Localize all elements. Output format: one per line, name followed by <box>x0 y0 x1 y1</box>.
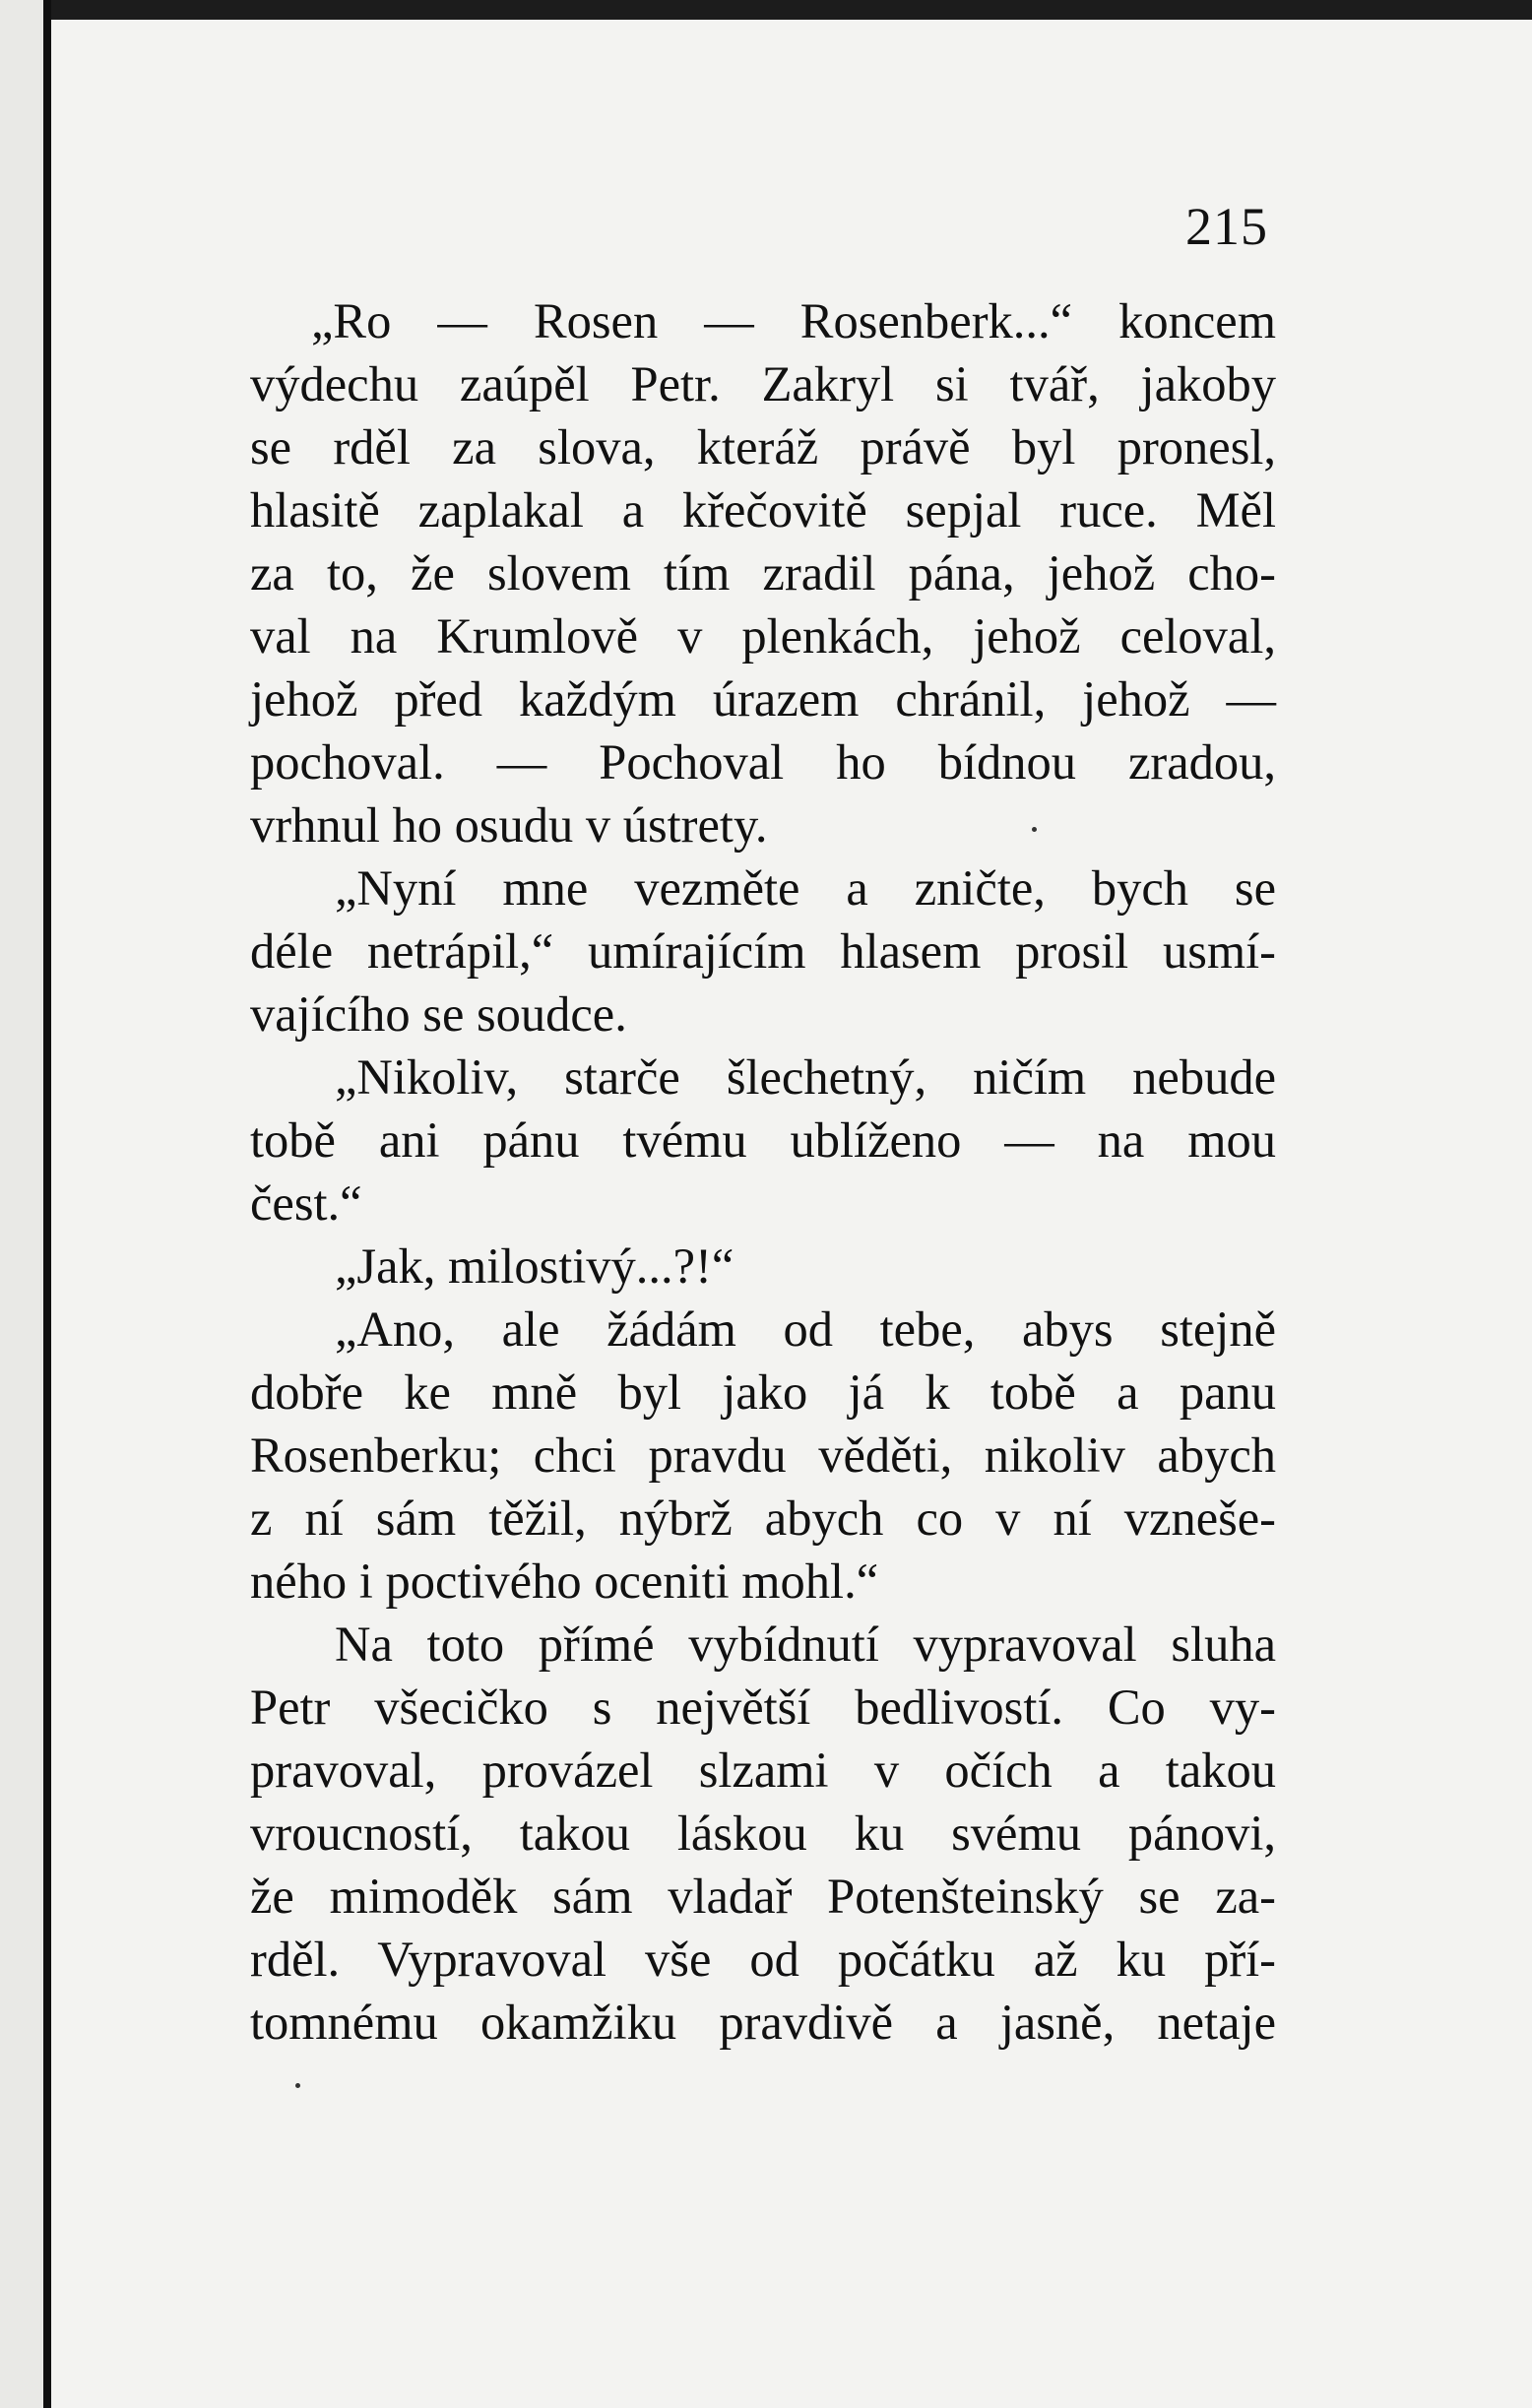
page-number: 215 <box>1185 197 1268 256</box>
text-line: se rděl za slova, kteráž právě byl pronesl, <box>250 419 1276 475</box>
text-line: rděl. Vypravoval vše od počátku až ku pří- <box>250 1932 1276 1987</box>
text-line: pochoval. — Pochoval ho bídnou zradou, <box>250 734 1276 790</box>
text-line: čest.“ <box>250 1175 362 1231</box>
text-line: dobře ke mně byl jako já k tobě a panu <box>250 1364 1276 1420</box>
text-line: že mimoděk sám vladař Potenšteinský se za- <box>250 1869 1276 1924</box>
text-line: „Nikoliv, starče šlechetný, ničím nebude <box>335 1049 1276 1105</box>
text-line: vrhnul ho osudu v ústrety. <box>250 797 768 853</box>
text-line: tobě ani pánu tvému ublíženo — na mou <box>250 1112 1276 1168</box>
text-line: „Ro — Rosen — Rosenberk...“ koncem <box>311 293 1276 349</box>
text-line: vajícího se soudce. <box>250 986 627 1042</box>
text-line: déle netrápil,“ umírajícím hlasem prosil usmí- <box>250 923 1276 979</box>
text-line: „Ano, ale žádám od tebe, abys stejně <box>335 1301 1276 1357</box>
text-line: val na Krumlově v plenkách, jehož celoval, <box>250 608 1276 664</box>
ink-speck <box>295 2083 300 2088</box>
ink-speck <box>1032 827 1037 832</box>
text-line: „Nyní mne vezměte a zničte, bych se <box>335 860 1276 916</box>
text-line: výdechu zaúpěl Petr. Zakryl si tvář, jakoby <box>250 356 1276 412</box>
text-line: vroucností, takou láskou ku svému pánovi, <box>250 1806 1276 1861</box>
text-line: z ní sám těžil, nýbrž abych co v ní vzneše- <box>250 1490 1276 1546</box>
text-line: Rosenberku; chci pravdu věděti, nikoliv abych <box>250 1427 1276 1483</box>
text-line: hlasitě zaplakal a křečovitě sepjal ruce. Měl <box>250 482 1276 538</box>
text-line: za to, že slovem tím zradil pána, jehož cho- <box>250 545 1276 601</box>
text-line: Petr všecičko s největší bedlivostí. Co vy- <box>250 1679 1276 1735</box>
adjacent-page-edge <box>0 0 51 2408</box>
text-line: tomnému okamžiku pravdivě a jasně, netaje <box>250 1995 1276 2050</box>
text-line: pravoval, provázel slzami v očích a takou <box>250 1743 1276 1798</box>
text-line: „Jak, milostivý...?!“ <box>335 1238 734 1294</box>
text-line: Na toto přímé vybídnutí vypravoval sluha <box>335 1616 1276 1672</box>
text-line: jehož před každým úrazem chránil, jehož — <box>250 671 1276 727</box>
text-line: ného i poctivého oceniti mohl.“ <box>250 1553 879 1609</box>
